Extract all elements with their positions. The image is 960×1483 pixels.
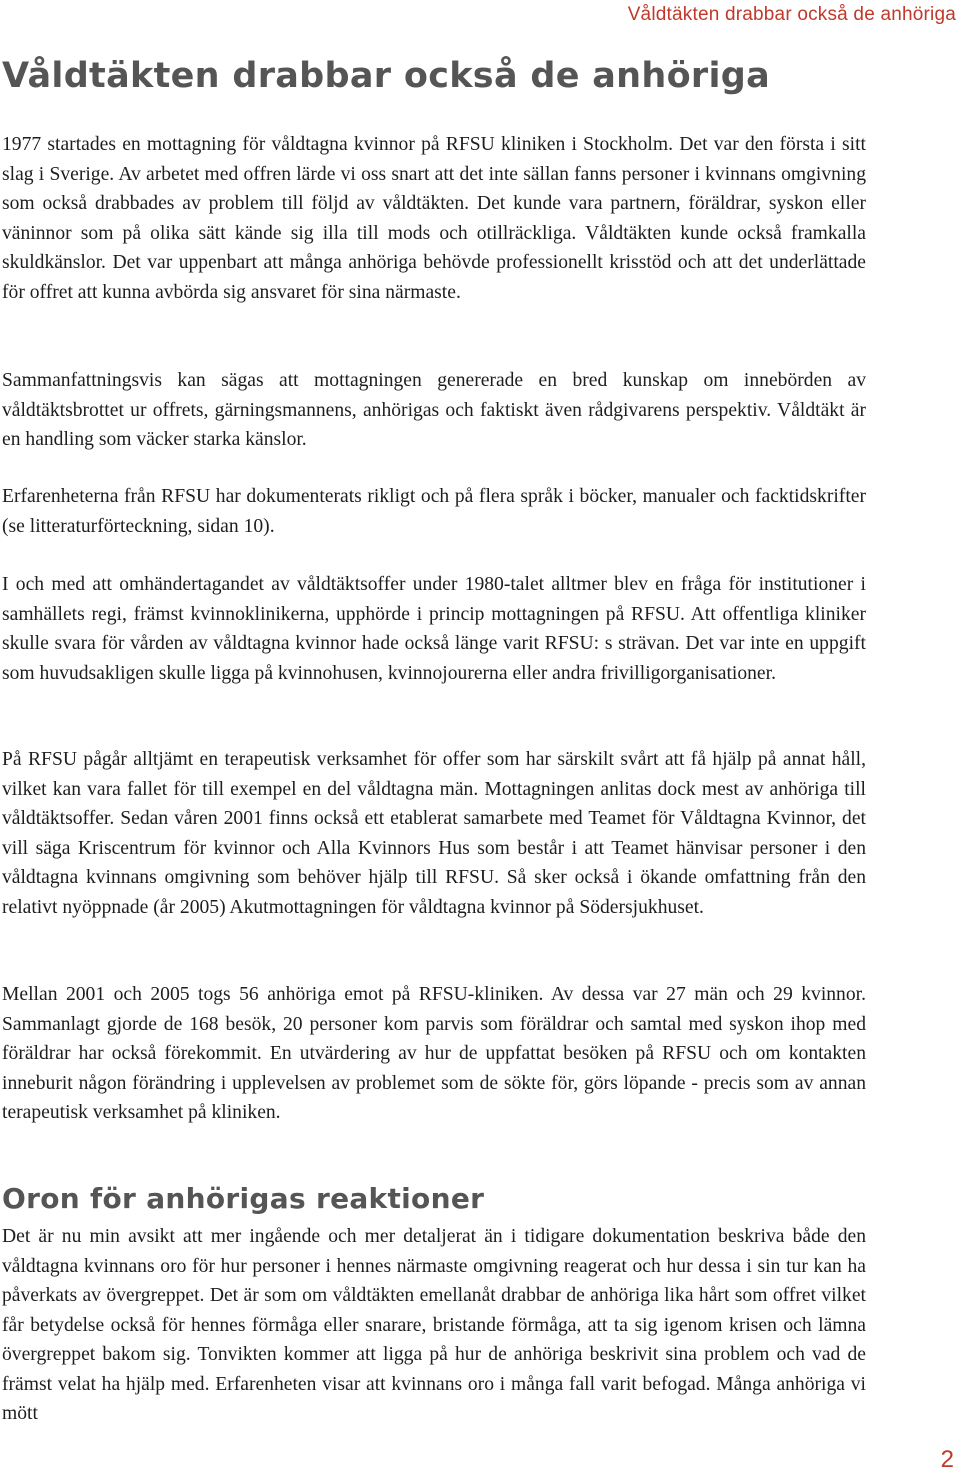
paragraph: Erfarenheterna från RFSU har dokumenterats rikligt och på flera språk i böcker, manualer och facktidskrifter (se litteraturförteckning, sidan 10).: [2, 486, 866, 537]
paragraph: I och med att omhändertagandet av våldtäktsoffer under 1980-talet alltmer blev en fråga för institutioner i samhällets regi, främst kvinnoklinikerna, upphörde i princip mottagningen på RFSU. Att offentliga kliniker skulle svara för vården av våldtagna kvinnor hade också länge varit RFSU: s strävan. Det var inte en uppgift som huvudsakligen skulle ligga på kvinnohusen, kvinnojourerna eller andra frivilligorganisationer.: [2, 574, 866, 684]
paragraph: 1977 startades en mottagning för våldtagna kvinnor på RFSU kliniken i Stockholm. Det var den första i sitt slag i Sverige. Av arbetet med offren lärde vi oss snart att det inte sällan fanns personer i kvinnans omgivning som också drabbades av problem till följd av våldtäkten. Det kunde vara partnern, föräldrar, syskon eller väninnor som på olika sätt kände sig illa till mods och otillräckliga. Våldtäkten kunde också framkalla skuldkänslor. Det var uppenbart att många anhöriga behövde professionellt krisstöd och att det underlättade för offret att kunna avbörda sig ansvaret för sina närmaste.: [2, 134, 866, 303]
page-number: 2: [940, 1446, 954, 1473]
paragraph: Det är nu min avsikt att mer ingående och mer detaljerat än i tidigare dokumentation beskriva både den våldtagna kvinnans oro för hur personer i hennes närmaste omgivning reagerat och hur dessa i sin tur kan ha påverkats av övergreppet. Det är som om våldtäkten emellanåt drabbar de anhöriga lika hårt som offret vilket får betydelse också för hennes förmåga eller snarare, bristande förmåga, att ta sig igenom krisen och lämna övergreppet bakom sig. Tonvikten kommer att ligga på hur de anhöriga beskrivit sina problem och vad de främst velat ha hjälp med. Erfarenheten visar att kvinnans oro i många fall varit befogad. Många anhöriga vi mött: [2, 1226, 866, 1424]
running-header: Våldtäkten drabbar också de anhöriga: [627, 4, 956, 25]
page-title: Våldtäkten drabbar också de anhöriga: [2, 56, 771, 96]
paragraph: Sammanfattningsvis kan sägas att mottagningen genererade en bred kunskap om innebörden av våldtäktsbrottet ur offrets, gärningsmannens, anhörigas och faktiskt även rådgivarens perspektiv. Våldtäkt är en handling som väcker starka känslor.: [2, 370, 866, 450]
paragraph: Mellan 2001 och 2005 togs 56 anhöriga emot på RFSU-kliniken. Av dessa var 27 män och 29 kvinnor. Sammanlagt gjorde de 168 besök, 20 personer kom parvis som föräldrar och samtal med syskon ihop med föräldrar har också förekommit. En utvärdering av hur de uppfattat besöken på RFSU och om kontakten inneburit någon förändring i upplevelsen av problemet som de sökte för, görs löpande - precis som av annan terapeutisk verksamhet på kliniken.: [2, 984, 866, 1123]
paragraph: På RFSU pågår alltjämt en terapeutisk verksamhet för offer som har särskilt svårt att få hjälp på annat håll, vilket kan vara fallet för till exempel en del våldtagna män. Mottagningen anlitas dock mest av anhöriga till våldtäktsoffer. Sedan våren 2001 finns också ett etablerat samarbete med Teamet för Våldtagna Kvinnor, det vill säga Kriscentrum för kvinnor och Alla Kvinnors Hus som består i att Teamet hänvisar personer i den våldtagna kvinnans omgivning som behöver hjälp till RFSU. Så sker också i ökande omfattning från den relativt nyöppnade (år 2005) Akutmottagningen för våldtagna kvinnor på Södersjukhuset.: [2, 749, 866, 918]
section-heading: Oron för anhörigas reaktioner: [2, 1182, 485, 1215]
